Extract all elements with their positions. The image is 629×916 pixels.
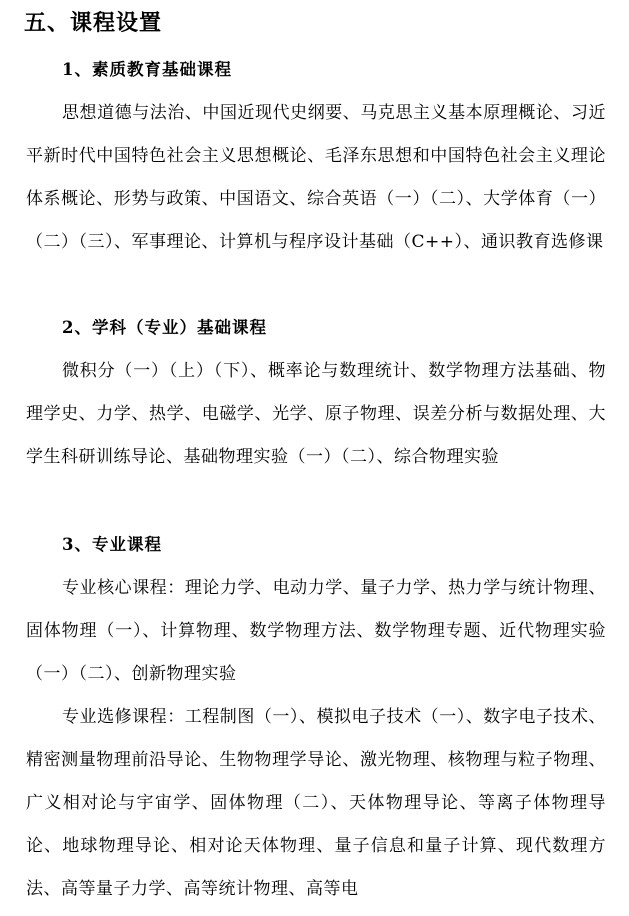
subsection-title-1: 1、素质教育基础课程 bbox=[62, 60, 232, 79]
subsection-title-2: 2、学科（专业）基础课程 bbox=[62, 318, 267, 337]
section-heading: 五、课程设置 bbox=[24, 11, 163, 36]
paragraph-discipline-courses: 微积分（一）（上）（下）、概率论与数理统计、数学物理方法基础、物理学史、力学、热学、电磁学、光学、原子物理、误差分析与数据处理、大学生科研训练导论、基础物理实验（一）（二）、综合物理实验 bbox=[26, 361, 606, 467]
paragraph-basic-courses: 思想道德与法治、中国近现代史纲要、马克思主义基本原理概论、习近平新时代中国特色社会主义思想概论、毛泽东思想和中国特色社会主义理论体系概论、形势与政策、中国语文、综合英语（一）（二）、大学体育（一）（二）（三）、军事理论、计算机与程序设计基础（C++）、通识教育选修课 bbox=[26, 103, 606, 252]
subsection-title-3: 3、专业课程 bbox=[62, 535, 162, 554]
paragraph-core-courses: 专业核心课程：理论力学、电动力学、量子力学、热力学与统计物理、固体物理（一）、计算物理、数学物理方法、数学物理专题、近代物理实验（一）（二）、创新物理实验 bbox=[26, 578, 606, 684]
paragraph-elective-courses: 专业选修课程：工程制图（一）、模拟电子技术（一）、数字电子技术、精密测量物理前沿导论、生物物理学导论、激光物理、核物理与粒子物理、广义相对论与宇宙学、固体物理（二）、天体物理导论、等离子体物理导论、地球物理导论、相对论天体物理、量子信息和量子计算、现代数理方法、高等量子力学、高等统计物理、高等电 bbox=[26, 707, 606, 899]
